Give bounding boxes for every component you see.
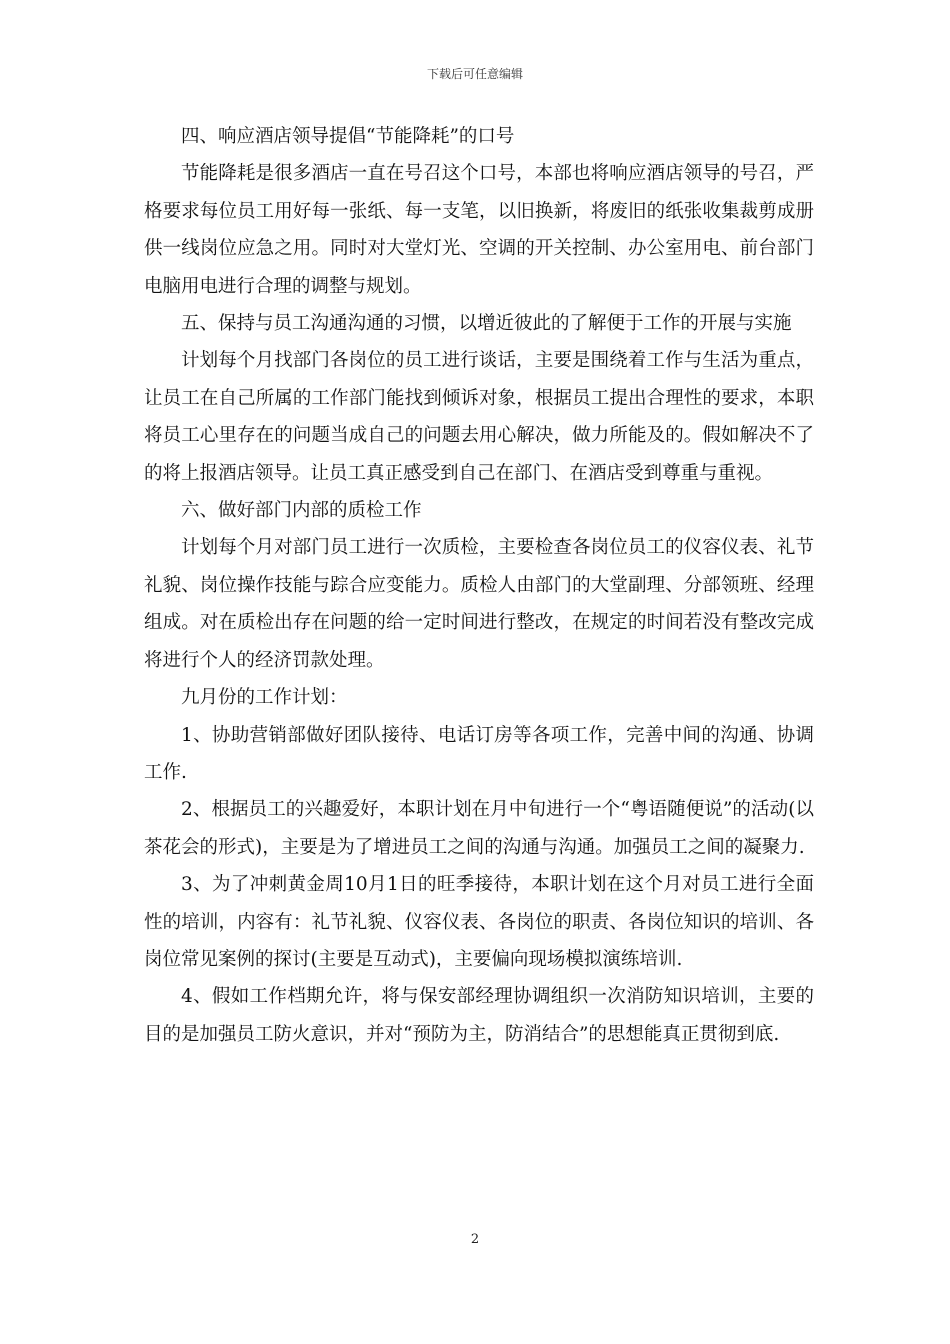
page-number: 2 — [470, 1232, 480, 1247]
section-heading-6: 六、做好部门内部的质检工作 — [181, 500, 422, 522]
paragraph-energy-saving: 节能降耗是很多酒店一直在号召这个口号，本部也将响应酒店领导的号召，严格要求每位员工用好每一张纸、每一支笔，以旧换新，将废旧的纸张收集裁剪成册供一线岗位应急之用。同时对大堂灯光、空调的开关控制、办公室用电、前台部门电脑用电进行合理的调整与规划。 — [144, 163, 814, 297]
page-header: 下载后可任意编辑 — [426, 67, 523, 81]
plan-item-1: 1、协助营销部做好团队接待、电话订房等各项工作，完善中间的沟通、协调工作. — [144, 724, 814, 783]
plan-item-2: 2、根据员工的兴趣爱好，本职计划在月中旬进行一个“粤语随便说”的活动(以茶花会的形式)，主要是为了增进员工之间的沟通与沟通。加强员工之间的凝聚力. — [144, 799, 814, 858]
section-heading-5: 五、保持与员工沟通沟通的习惯，以增近彼此的了解便于工作的开展与实施 — [181, 313, 792, 335]
plan-item-4: 4、假如工作档期允许，将与保安部经理协调组织一次消防知识培训，主要的目的是加强员工防火意识，并对“预防为主，防消结合”的思想能真正贯彻到底. — [144, 986, 814, 1045]
september-plan-heading: 九月份的工作计划： — [181, 687, 348, 709]
document-body — [144, 118, 814, 1053]
paragraph-staff-communication: 计划每个月找部门各岗位的员工进行谈话，主要是围绕着工作与生活为重点，让员工在自己所属的工作部门能找到倾诉对象，根据员工提出合理性的要求，本职将员工心里存在的问题当成自己的问题去用心解决，做力所能及的。假如解决不了的将上报酒店领导。让员工真正感受到自己在部门、在酒店受到尊重与重视。 — [144, 350, 814, 484]
section-heading-4: 四、响应酒店领导提倡“节能降耗”的口号 — [181, 126, 515, 147]
plan-item-3: 3、为了冲刺黄金周10月1日的旺季接待，本职计划在这个月对员工进行全面性的培训，内容有：礼节礼貌、仪容仪表、各岗位的职责、各岗位知识的培训、各岗位常见案例的探讨(主要是互动式)，主要偏向现场模拟演练培训. — [144, 874, 814, 970]
paragraph-quality-check: 计划每个月对部门员工进行一次质检，主要检查各岗位员工的仪容仪表、礼节礼貌、岗位操作技能与踪合应变能力。质检人由部门的大堂副理、分部领班、经理组成。对在质检出存在问题的给一定时间进行整改，在规定的时间若没有整改完成将进行个人的经济罚款处理。 — [144, 537, 814, 671]
